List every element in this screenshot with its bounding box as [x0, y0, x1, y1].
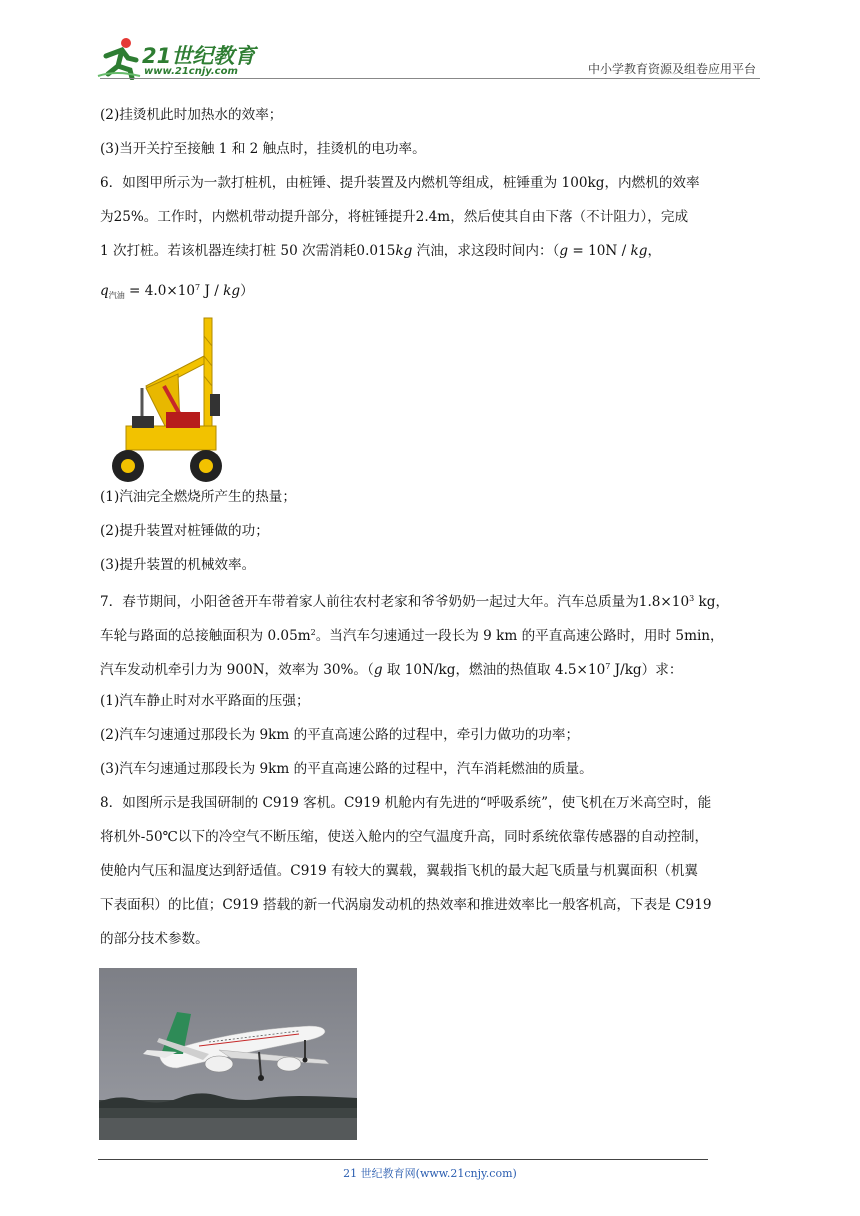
text-segment: = 4.0×10: [124, 283, 196, 299]
question-6-part-2: (2)提升装置对桩锤做的功；: [100, 523, 269, 539]
question-7-part-1: (1)汽车静止时对水平路面的压强；: [100, 693, 310, 709]
question-7-line-2: [100, 616, 762, 650]
math-symbol: q: [100, 283, 109, 299]
text-segment: 。当汽车匀速通过一段长为 9 km 的平直高速公路时，用时 5min，: [315, 628, 724, 644]
page-header: [0, 0, 860, 80]
pile-driver-image: [106, 316, 246, 488]
math-exponent: 2: [310, 628, 316, 637]
question-5-part-3: (3)当开关拧至接触 1 和 2 触点时，挂烫机的电功率。: [100, 141, 426, 157]
math-subscript: 汽油: [108, 291, 125, 300]
math-symbol: g: [373, 662, 383, 678]
question-7-part-3: (3)汽车匀速通过那段长为 9km 的平直高速公路的过程中，汽车消耗燃油的质量。: [100, 761, 593, 777]
question-5-part-2: (2)挂烫机此时加热水的效率；: [100, 107, 283, 123]
question-7-part-2: (2)汽车匀速通过那段长为 9km 的平直高速公路的过程中，牵引力做功的功率；: [100, 727, 580, 743]
question-8-line-1: 8．如图所示是我国研制的 C919 客机。C919 机舱内有先进的“呼吸系统”，使飞机在万米高空时，能: [100, 795, 712, 811]
text-segment: ，: [647, 243, 662, 259]
text-segment: 取 10N/kg，燃油的热值取 4.5×10: [382, 662, 606, 678]
logo-brand-text: 21世纪教育: [142, 44, 256, 68]
math-unit: kg: [395, 243, 413, 259]
c919-airplane-photo: [99, 968, 357, 1140]
question-6-part-3: (3)提升装置的机械效率。: [100, 557, 256, 573]
text-segment: ）: [240, 283, 254, 299]
question-8-line-2: 将机外-50℃以下的冷空气不断压缩，使送入舱内的空气温度升高，同时系统依靠传感器的自动控制，: [100, 829, 709, 845]
text-segment: J /: [200, 283, 224, 299]
question-6-line-3: [100, 234, 762, 268]
question-6-formula: [100, 268, 762, 308]
math-exponent: 3: [689, 594, 695, 603]
text-segment: 车轮与路面的总接触面积为 0.05m: [100, 628, 311, 644]
question-7-line-1: [100, 582, 762, 616]
text-segment: J/kg）求：: [610, 662, 683, 678]
question-8-line-3: 使舱内气压和温度达到舒适值。C919 有较大的翼载，翼载指飞机的最大起飞质量与机翼面积（机翼: [100, 863, 699, 879]
document-body: [100, 98, 762, 956]
text-segment: kg，: [694, 594, 730, 610]
logo-url-text: www.21cnjy.com: [144, 66, 238, 77]
site-logo: [96, 36, 266, 80]
math-exponent: 7: [195, 283, 201, 292]
question-7-line-3: [100, 650, 762, 684]
text-segment: 7．春节期间，小阳爸爸开车带着家人前往农村老家和爷爷奶奶一起过大年。汽车总质量为1.8×10: [100, 594, 690, 610]
question-8-line-5: 的部分技术参数。: [100, 931, 209, 947]
runner-logo-icon: [96, 36, 142, 80]
text-segment: 0.015: [356, 243, 396, 259]
footer-text: 21 世纪教育网(www.21cnjy.com): [343, 1167, 517, 1180]
text-segment: 汽油，求这段时间内：（: [412, 243, 560, 259]
text-segment: 汽车发动机牵引力为 900N，效率为 30%。（: [100, 662, 374, 678]
math-unit: kg: [223, 283, 241, 299]
math-unit: kg: [630, 243, 648, 259]
question-8-line-4: 下表面积）的比值；C919 搭载的新一代涡扇发动机的热效率和推进效率比一般客机高，下表是 C919: [100, 897, 712, 913]
math-symbol: g: [559, 243, 569, 259]
text-segment: = 10N /: [568, 243, 631, 259]
header-divider: [100, 78, 760, 79]
question-6-line-2: 为25%。工作时，内燃机带动提升部分，将桩锤提升2.4m，然后使其自由下落（不计阻力），完成: [100, 209, 689, 225]
math-exponent: 7: [605, 662, 611, 671]
text-segment: 1 次打桩。若该机器连续打桩 50 次需消耗: [100, 243, 357, 259]
question-6-line-1: 6．如图甲所示为一款打桩机，由桩锤、提升装置及内燃机等组成，桩锤重为 100kg，内燃机的效率: [100, 175, 700, 191]
question-6-part-1: (1)汽油完全燃烧所产生的热量；: [100, 489, 296, 505]
header-platform-name: 中小学教育资源及组卷应用平台: [587, 62, 756, 76]
footer-divider: [98, 1159, 708, 1160]
